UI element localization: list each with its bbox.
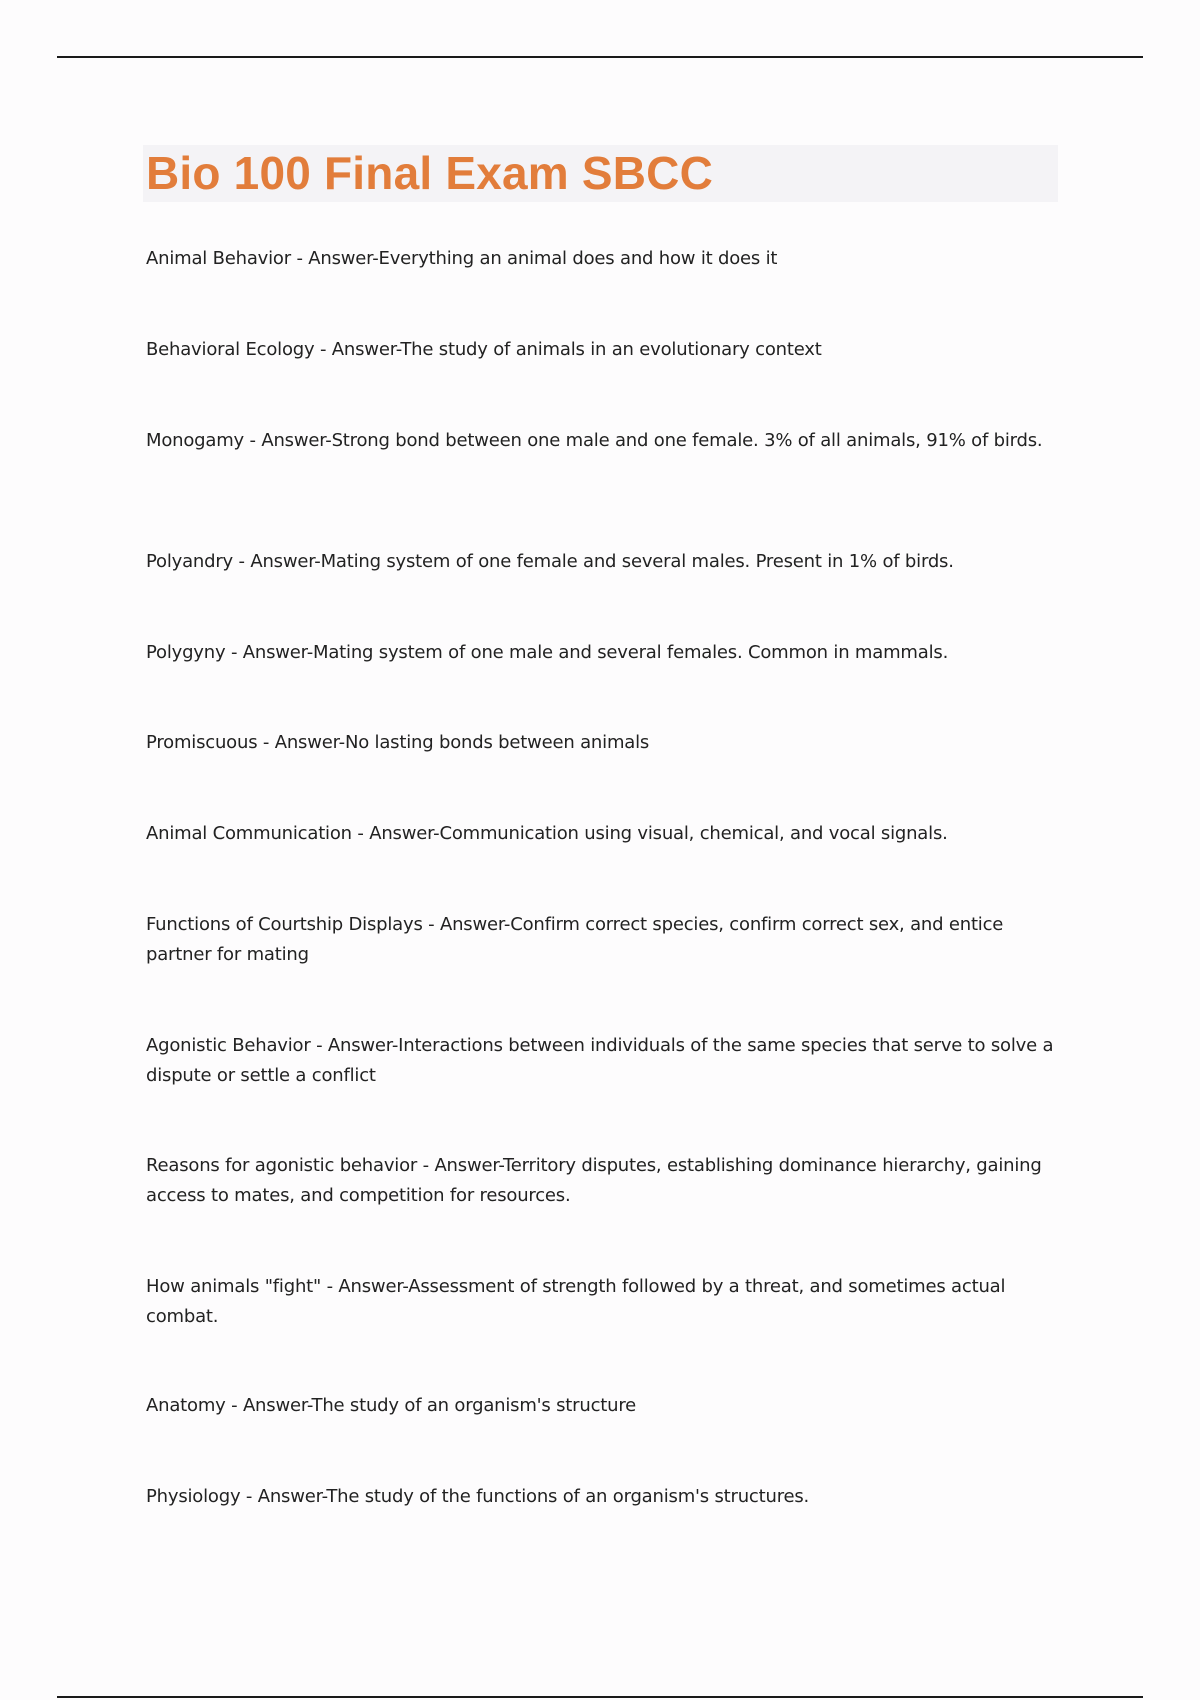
qa-entry-reasons-agonistic: Reasons for agonistic behavior - Answer-Territory disputes, establishing dominance hierarchy, gaining access to mates, and competition for resources. — [146, 1155, 1042, 1206]
qa-entry-animal-behavior: Animal Behavior - Answer-Everything an animal does and how it does it — [146, 248, 778, 269]
qa-entry-how-animals-fight: How animals "fight" - Answer-Assessment of strength followed by a threat, and sometimes actual combat. — [146, 1276, 1006, 1327]
qa-entry-physiology: Physiology - Answer-The study of the functions of an organism's structures. — [146, 1486, 810, 1507]
qa-entry-anatomy: Anatomy - Answer-The study of an organism's structure — [146, 1395, 637, 1416]
qa-entry-polygyny: Polygyny - Answer-Mating system of one male and several females. Common in mammals. — [146, 642, 949, 663]
qa-entry-monogamy: Monogamy - Answer-Strong bond between one male and one female. 3% of all animals, 91% of birds. — [146, 430, 1043, 451]
top-rule — [57, 56, 1143, 58]
qa-entry-behavioral-ecology: Behavioral Ecology - Answer-The study of animals in an evolutionary context — [146, 339, 822, 360]
qa-entry-animal-communication: Animal Communication - Answer-Communication using visual, chemical, and vocal signals. — [146, 823, 948, 844]
qa-entry-polyandry: Polyandry - Answer-Mating system of one female and several males. Present in 1% of birds. — [146, 551, 954, 572]
qa-entry-agonistic-behavior: Agonistic Behavior - Answer-Interactions between individuals of the same species that serve to solve a dispute or settle a conflict — [146, 1035, 1054, 1086]
qa-entry-courtship-displays: Functions of Courtship Displays - Answer-Confirm correct species, confirm correct sex, and entice partner for mating — [146, 914, 1004, 965]
bottom-rule — [57, 1696, 1143, 1698]
document-title: Bio 100 Final Exam SBCC — [146, 147, 713, 199]
qa-entry-promiscuous: Promiscuous - Answer-No lasting bonds between animals — [146, 732, 650, 753]
